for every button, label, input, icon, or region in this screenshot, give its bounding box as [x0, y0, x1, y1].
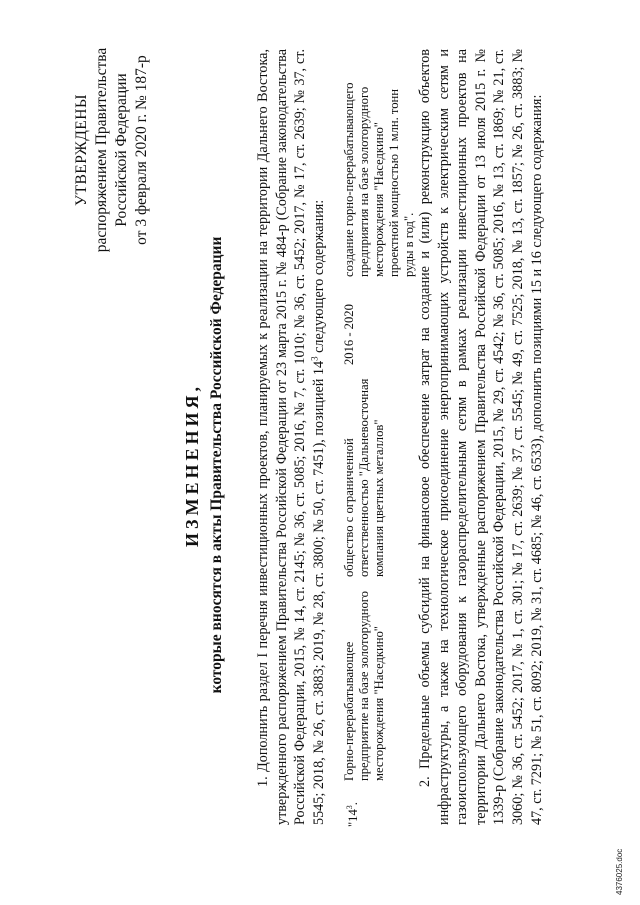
table-cell-number [342, 787, 361, 827]
table-cell-organization: общество с ограниченной ответственностью "Дальневосточная компания цветных металлов" [342, 378, 386, 577]
document-subtitle: которые вносятся в акты Правительства Российской Федерации [208, 236, 225, 694]
position-number-sup: 3 [345, 805, 354, 810]
position-number: "14 [346, 809, 361, 827]
paragraph-1-sup: 3 [309, 356, 320, 361]
approval-line-2: Российской Федерации [113, 73, 130, 227]
approval-stamp [72, 35, 152, 265]
approval-heading: УТВЕРЖДЕНЫ [73, 94, 90, 206]
paragraph-1-tail: следующего содержания: [310, 199, 327, 357]
paragraph-2: 2. Предельные объемы субсидий на финансовое обеспечение затрат на создание и (или) реконструкцию объектов инфраструктуры, а также на технологическое присоединение энергопринимающих устройств к электрическим сетям и газоиспользующего оборудования к газораспределительным сетям в рамках реализации инвестиционных проектов на территории Дальнего Востока, утвержденные распоряжением Правительства Российской Федерации от 13 июля 2015 г. № 1339-р (Собрание законодательства Российской Федерации, 2015, № 29, ст. 4542; № 36, ст. 5085; 2016, № 13, ст. 1869; № 21, ст. 3060; № 36, ст. 5452; 2017, № 1, ст. 301; № 17, ст. 2639; № 37, ст. 5545; № 49, ст. 7525; 2018, № 13, ст. 1857; № 26, ст. 3883; № 47, ст. 7291; № 51, ст. 8092; 2019, № 31, ст. 4685; № 46, ст. 6533), дополнить позициями 15 и 16 следующего содержания: [417, 49, 545, 825]
paragraph-1 [254, 49, 328, 825]
table-cell-project-name: Горно-перерабатывающее предприятие на базе золоторудного месторождения "Наседкино" [342, 591, 386, 781]
approval-line-3: от 3 февраля 2020 г. № 187-р [133, 55, 150, 245]
position-number-end: . [346, 802, 361, 806]
file-code: 4376025.doc [615, 848, 624, 895]
document-title: ИЗМЕНЕНИЯ, [182, 383, 202, 548]
table-cell-description: создание горно-перерабатывающего предприятия на базе золоторудного месторождения "Наседкино" проектной мощностью 1 млн. тонн руды в год". [342, 82, 416, 277]
approval-line-1: распоряжением Правительства [93, 47, 110, 253]
paragraph-1-text: 1. Дополнить раздел I перечня инвестиционных проектов, планируемых к реализации на территории Дальнего Востока, утвержденного распоряжением Правительства Российской Федерации от 23 марта 2015 г. № 484-р (Собрание законодательства Российской Федерации, 2015, № 14, ст. 2145; № 36, ст. 5085; 2016, № 7, ст. 1010; № 36, ст. 5452; 2017, № 17, ст. 2639; № 37, ст. 5545; 2018, № 26, ст. 3883; 2019, № 28, ст. 3800; № 50, ст. 7451), позицией 14 [255, 49, 327, 825]
table-cell-period: 2016 - 2020 [342, 304, 356, 365]
